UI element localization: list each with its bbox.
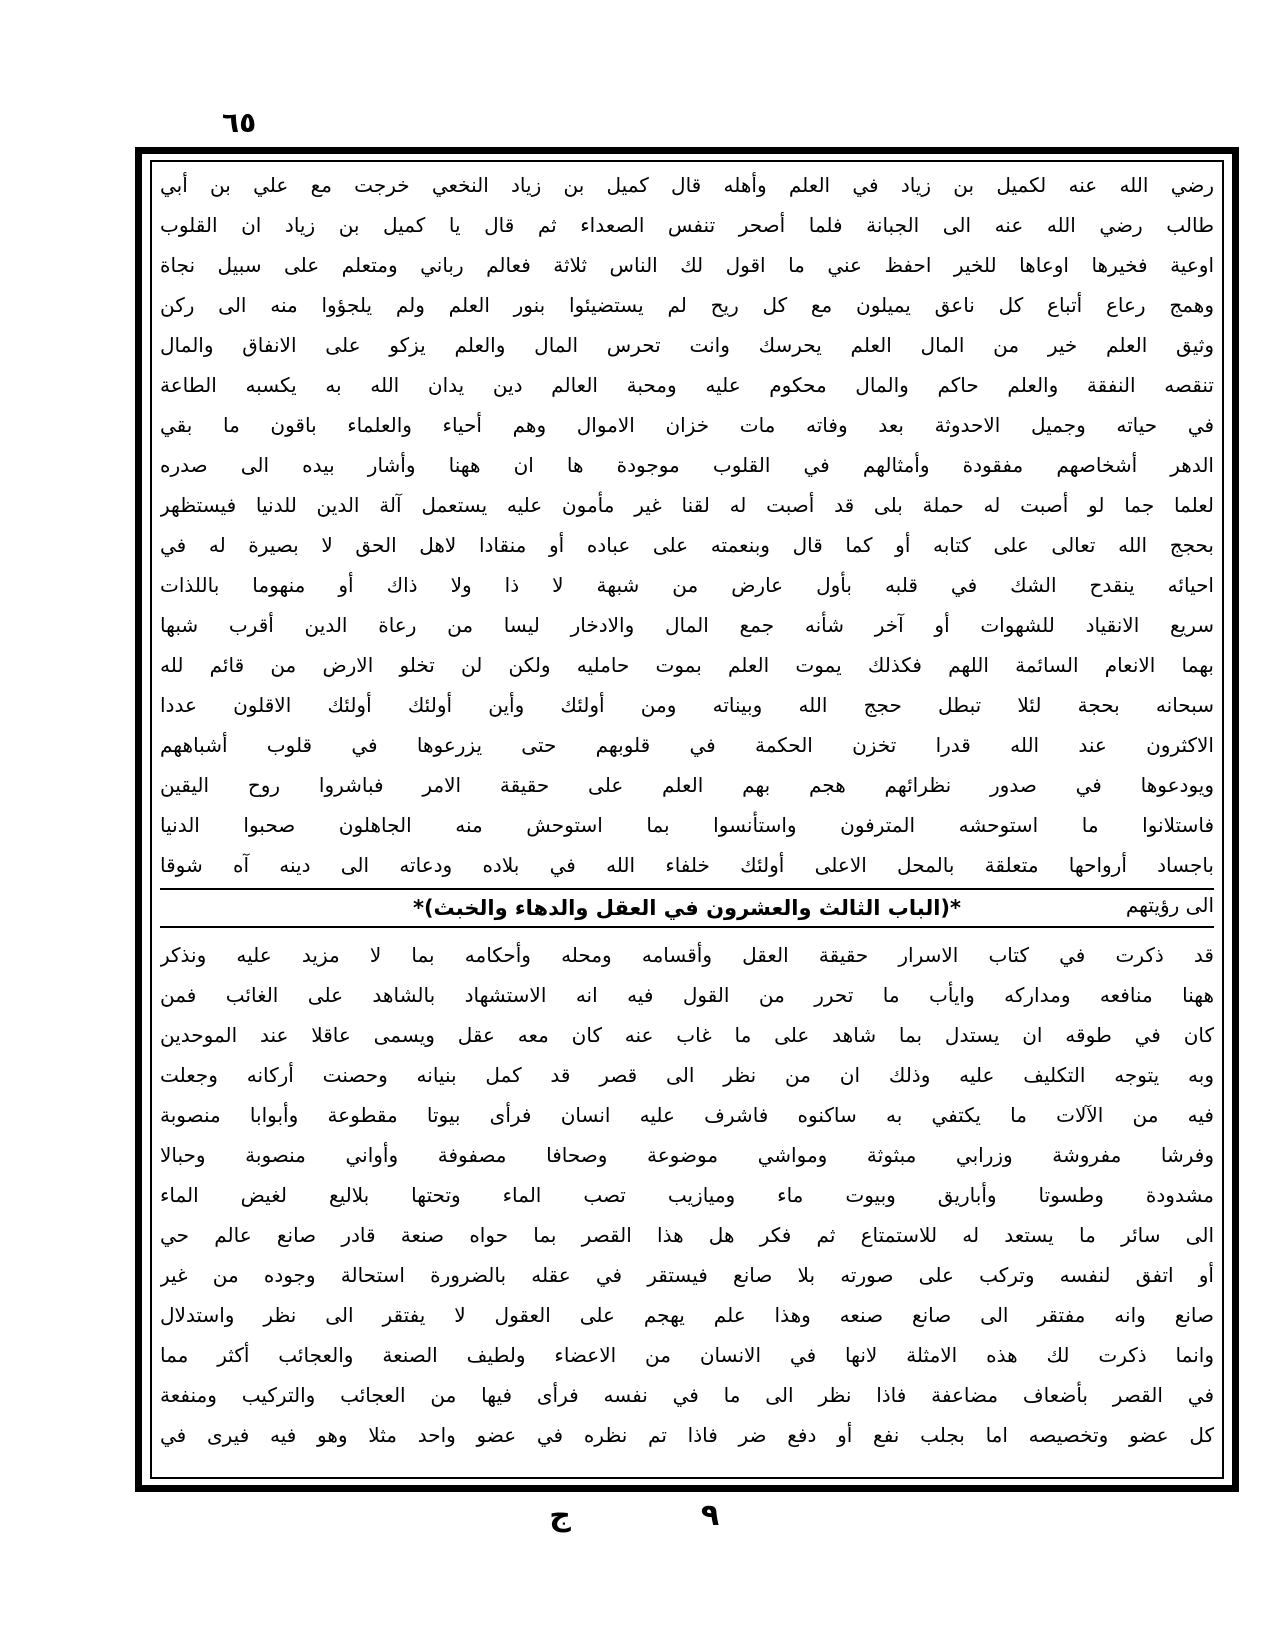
paragraph-1: [160, 165, 1214, 925]
text-line: الى سائر ما يستعد له للاستمتاع ثم فكر هل هذا القصر بما حواه صنعة قادر صانع عالم حي: [160, 1223, 1214, 1247]
text-line: وبه يتوجه التكليف عليه وذلك ان من نظر الى قصر قد كمل بنيانه وحصنت أركانه وجعلت: [160, 1063, 1214, 1087]
text-line: أو اتفق لنفسه وتركب على صورته بلا صانع فيستقر في عقله بالضرورة استحالة وجوده من غير: [160, 1263, 1214, 1287]
text-line: فاستلانوا ما استوحشه المترفون واستأنسوا بما استوحش منه الجاهلون صحبوا الدنيا: [160, 813, 1214, 837]
text-line: باجساد أرواحها متعلقة بالمحل الاعلى أولئك خلفاء الله في بلاده ودعاته الى دينه آه شوقا: [160, 853, 1214, 877]
text-line: وانما ذكرت لك هذه الامثلة لانها في الانسان من الاعضاء ولطيف الصنعة والعجائب أكثر مما: [160, 1343, 1214, 1367]
text-line: اوعية فخيرها اوعاها للخير احفظ عني ما اقول لك الناس ثلاثة فعالم رباني ومتعلم على سبيل نجاة: [160, 253, 1214, 277]
text-line: لعلما جما لو أصبت له حملة بلى قد أصبت له لقنا غير مأمون عليه يستعمل آلة الدين للدنيا فيستظهر: [160, 493, 1214, 517]
text-line: وفرشا مفروشة وزرابي مبثوثة ومواشي موضوعة وصحافا مصفوفة وأواني منصوبة وحبالا: [160, 1143, 1214, 1167]
text-line: قد ذكرت في كتاب الاسرار حقيقة العقل وأقسامه ومحله وأحكامه بما لا مزيد عليه ونذكر: [160, 943, 1214, 967]
paragraph-2: [160, 935, 1214, 1455]
text-line: احيائه ينقدح الشك في قلبه بأول عارض من شبهة لا ذا ولا ذاك أو منهوما باللذات: [160, 573, 1214, 597]
text-line: الدهر أشخاصهم مفقودة وأمثالهم في القلوب موجودة ها ان ههنا وأشار بيده الى صدره: [160, 453, 1214, 477]
text-line: صانع وانه مفتقر الى صانع صنعه وهذا علم يهجم على العقول لا يفتقر الى نظر واستدلال: [160, 1303, 1214, 1327]
text-line: سريع الانقياد للشهوات أو آخر شأنه جمع المال والادخار ليسا من رعاة الدين أقرب شبها: [160, 613, 1214, 637]
heading-rule-bottom: [160, 926, 1214, 928]
text-line: تنقصه النفقة والعلم حاكم والمال محكوم عليه ومحبة العالم دين يدان الله به يكسبه الطاعة: [160, 373, 1214, 397]
text-line: مشدودة وطسوتا وأباريق وبيوت ماء وميازيب تصب الماء وتحتها بلاليع لغيض الماء: [160, 1183, 1214, 1207]
text-line: ويودعوها في صدور نظرائهم هجم بهم العلم على حقيقة الامر فباشروا روح اليقين: [160, 773, 1214, 797]
text-line: وثيق العلم خير من المال العلم يحرسك وانت تحرس المال والعلم يزكو على الانفاق والمال: [160, 333, 1214, 357]
footer-signature-number: ٩: [700, 1498, 720, 1533]
page-number: ٦٥: [222, 106, 257, 139]
footer-signature-mark: ج: [549, 1498, 571, 1533]
text-line: ههنا منافعه ومداركه وايأب ما تحرر من القول فيه انه الاستشهاد بالشاهد على الغائب فمن: [160, 983, 1214, 1007]
chapter-heading: *(الباب الثالث والعشرون في العقل والدهاء والخبث)*: [412, 896, 962, 920]
text-line: وهمج رعاع أتباع كل ناعق يميلون مع كل ريح لم يستضيئوا بنور العلم ولم يلجؤوا منه الى ركن: [160, 293, 1214, 317]
text-line: كان في طوقه ان يستدل بما شاهد على ما غاب عنه كان معه عقل ويسمى عاقلا عند الموحدين: [160, 1023, 1214, 1047]
text-line: سبحانه بحجة لئلا تبطل حجج الله وبيناته ومن أولئك وأين أولئك أولئك الاقلون عددا: [160, 693, 1214, 717]
text-line: كل عضو وتخصيصه اما بجلب نفع أو دفع ضر فاذا تم نظره في عضو واحد مثلا وهو فيه فيرى في: [160, 1423, 1214, 1447]
text-line: رضي الله عنه لكميل بن زياد في العلم وأهله قال كميل بن زياد النخعي خرجت مع علي بن أبي: [160, 173, 1214, 197]
text-line: الاكثرون عند الله قدرا تخزن الحكمة في قلوبهم حتى يزرعوها في قلوب أشباههم: [160, 733, 1214, 757]
text-line: بهما الانعام السائمة اللهم فكذلك يموت العلم بموت حامليه ولكن لن تخلو الارض من قائم لله: [160, 653, 1214, 677]
text-line: فيه من الآلات ما يكتفي به ساكنوه فاشرف عليه انسان فرأى بيوتا مقطوعة وأبوابا منصوبة: [160, 1103, 1214, 1127]
text-line: طالب رضي الله عنه الى الجبانة فلما أصحر تنفس الصعداء ثم قال يا كميل بن زياد ان القلوب: [160, 213, 1214, 237]
text-line: في حياته وجميل الاحدوثة بعد وفاته مات خزان الاموال وهم أحياء والعلماء باقون ما بقي: [160, 413, 1214, 437]
text-line: في القصر بأضعاف مضاعفة فاذا نظر الى ما في نفسه فرأى فيها من العجائب والتركيب ومنفعة: [160, 1383, 1214, 1407]
text-line: بحجج الله تعالى على كتابه أو كما قال وبنعمته على عباده أو منقادا لاهل الحق لا بصيرة له في: [160, 533, 1214, 557]
text-line: الى رؤيتهم: [1125, 893, 1214, 917]
